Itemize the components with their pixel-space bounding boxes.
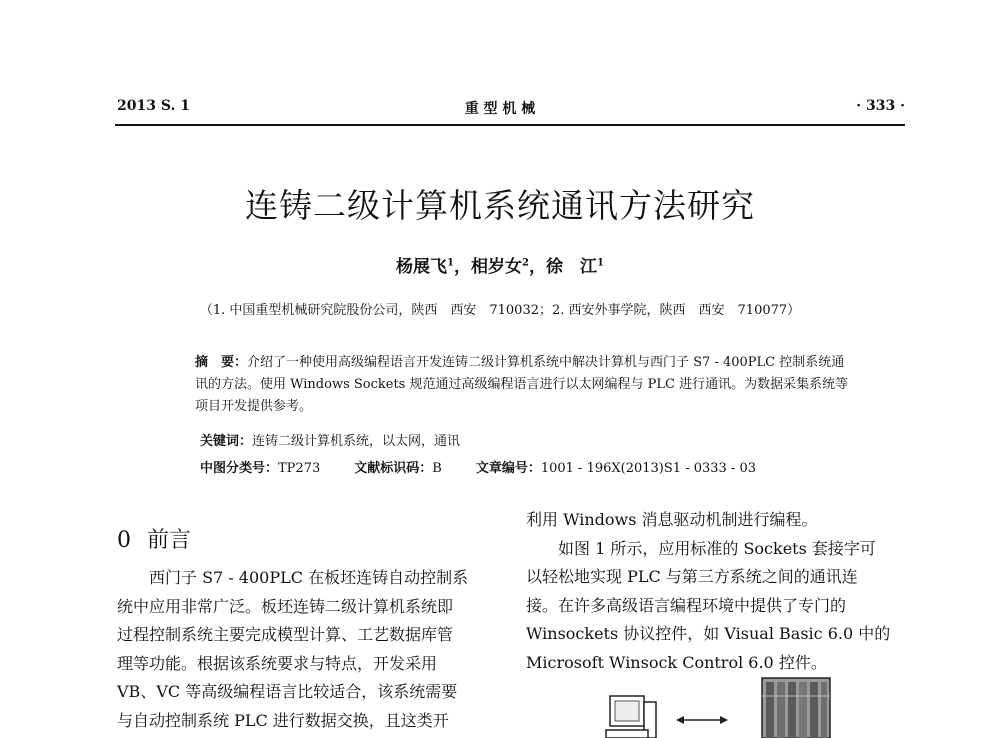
keywords-label: 关键词： bbox=[200, 434, 253, 449]
body-line: 如图 1 所示，应用标准的 Sockets 套接字可 bbox=[526, 538, 876, 558]
doc-code-value: B bbox=[432, 461, 442, 476]
author-list bbox=[0, 252, 1000, 277]
body-line: Microsoft Winsock Control 6.0 控件。 bbox=[526, 652, 827, 672]
classification-line bbox=[200, 457, 756, 476]
article-number-value: 1001 - 196X(2013)S1 - 0333 - 03 bbox=[540, 461, 756, 476]
clc-value: TP273 bbox=[278, 461, 321, 476]
author-name: 徐 江 bbox=[545, 257, 597, 277]
author-affiliation-mark: 1 bbox=[596, 257, 604, 269]
issue-number: 2013 S. 1 bbox=[117, 98, 190, 114]
header-rule bbox=[115, 124, 905, 126]
body-line: 与自动控制系统 PLC 进行数据交换，且这类开 bbox=[117, 710, 449, 730]
doc-code-label: 文献标识码： bbox=[354, 461, 433, 476]
plc-rack-icon bbox=[762, 678, 830, 738]
double-arrow-icon bbox=[676, 716, 728, 724]
right-column-body bbox=[526, 506, 906, 677]
body-line: VB、VC 等高级编程语言比较适合，该系统需要 bbox=[117, 682, 458, 701]
body-line: 过程控制系统主要完成模型计算、工艺数据库管 bbox=[117, 625, 454, 644]
page-number: · 333 · bbox=[856, 98, 905, 114]
journal-name: 重 型 机 械 bbox=[464, 101, 536, 117]
left-column-body bbox=[117, 564, 497, 735]
article-title: 连铸二级计算机系统通讯方法研究 bbox=[245, 186, 755, 225]
body-line: 利用 Windows 消息驱动机制进行编程。 bbox=[526, 510, 818, 529]
article-number-label: 文章编号： bbox=[475, 461, 541, 476]
keywords bbox=[200, 430, 460, 449]
author-name: 杨展飞 bbox=[396, 257, 448, 277]
section-number: 0 bbox=[117, 528, 131, 553]
affiliations: （1. 中国重型机械研究院股份公司，陕西 西安 710032；2. 西安外事学院，陕西 西安 710077） bbox=[199, 303, 801, 318]
figure-1-diagram bbox=[600, 676, 840, 738]
computer-icon bbox=[606, 696, 656, 738]
abstract bbox=[195, 352, 855, 418]
section-title: 前言 bbox=[147, 528, 192, 553]
body-line: 统中应用非常广泛。板坯连铸二级计算机系统即 bbox=[117, 596, 454, 616]
author-name: 相岁女 bbox=[471, 257, 523, 277]
section-heading bbox=[117, 523, 191, 554]
clc-label: 中图分类号： bbox=[200, 461, 279, 476]
body-line: 接。在许多高级语言编程环境中提供了专门的 bbox=[526, 595, 847, 615]
body-line: 理等功能。根据该系统要求与特点，开发采用 bbox=[117, 653, 438, 673]
body-line: 以轻松地实现 PLC 与第三方系统之间的通讯连 bbox=[526, 567, 858, 586]
keywords-text: 连铸二级计算机系统，以太网，通讯 bbox=[252, 434, 461, 449]
body-line: Winsockets 协议控件，如 Visual Basic 6.0 中的 bbox=[526, 624, 891, 643]
author-separator: ， bbox=[528, 257, 546, 277]
abstract-label: 摘 要： bbox=[195, 355, 248, 370]
body-line: 西门子 S7 - 400PLC 在板坯连铸自动控制系 bbox=[117, 568, 469, 587]
author-affiliation-mark: 2 bbox=[522, 257, 529, 269]
author-separator: ， bbox=[454, 257, 472, 277]
abstract-text: 介绍了一种使用高级编程语言开发连铸二级计算机系统中解决计算机与西门子 S7 - 400PLC 控制系统通讯的方法。使用 Windows Sockets 规范通过高级编程语言进行以太网编程与 PLC 进行通讯。为数据采集系统等项目开发提供参考。 bbox=[195, 355, 849, 414]
author-affiliation-mark: 1 bbox=[447, 257, 455, 269]
